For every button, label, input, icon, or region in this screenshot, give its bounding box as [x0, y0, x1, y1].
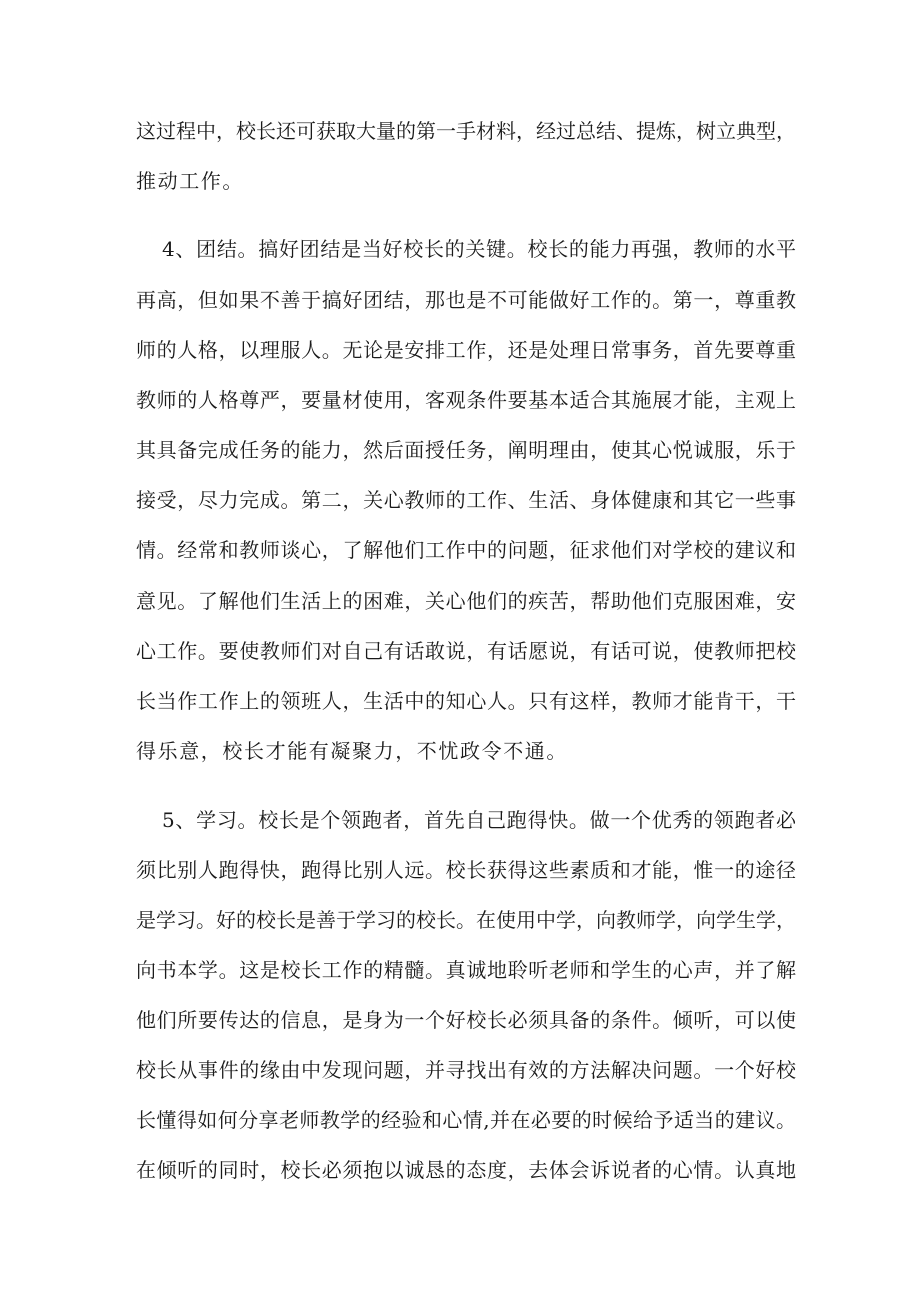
text-line: 5、学习。校长是个领跑者，首先自己跑得快。做一个优秀的领跑者必	[162, 808, 796, 832]
text-line: 在倾听的同时，校长必须抱以诚恳的态度，去体会诉说者的心情。认真地	[136, 1158, 796, 1182]
text-line: 向书本学。这是校长工作的精髓。真诚地聆听老师和学生的心声，并了解	[136, 958, 796, 982]
text-line: 意见。了解他们生活上的困难，关心他们的疾苦，帮助他们克服困难，安	[136, 589, 796, 613]
text-line: 4、团结。搞好团结是当好校长的关键。校长的能力再强，教师的水平	[162, 237, 796, 261]
text-line: 是学习。好的校长是善于学习的校长。在使用中学，向教师学，向学生学，	[136, 908, 796, 932]
text-line: 情。经常和教师谈心，了解他们工作中的问题，征求他们对学校的建议和	[136, 538, 796, 562]
text-line: 接受，尽力完成。第二，关心教师的工作、生活、身体健康和其它一些事	[136, 488, 796, 512]
text-line: 教师的人格尊严，要量材使用，客观条件要基本适合其施展才能，主观上	[136, 388, 796, 412]
text-line: 其具备完成任务的能力，然后面授任务，阐明理由，使其心悦诚服，乐于	[136, 438, 796, 462]
text-line: 校长从事件的缘由中发现问题，并寻找出有效的方法解决问题。一个好校	[136, 1058, 796, 1082]
text-line: 推动工作。	[136, 169, 244, 193]
text-line: 再高，但如果不善于搞好团结，那也是不可能做好工作的。第一，尊重教	[136, 288, 796, 312]
text-line: 他们所要传达的信息，是身为一个好校长必须具备的条件。倾听，可以使	[136, 1008, 796, 1032]
text-line: 心工作。要使教师们对自己有话敢说，有话愿说，有话可说，使教师把校	[136, 639, 796, 663]
text-line: 这过程中，校长还可获取大量的第一手材料，经过总结、提炼，树立典型，	[136, 119, 796, 143]
text-line: 须比别人跑得快，跑得比别人远。校长获得这些素质和才能，惟一的途径	[136, 858, 796, 882]
text-line: 得乐意，校长才能有凝聚力，不忧政令不通。	[136, 739, 568, 763]
text-line: 师的人格，以理服人。无论是安排工作，还是处理日常事务，首先要尊重	[136, 338, 796, 362]
text-line: 长当作工作上的领班人，生活中的知心人。只有这样，教师才能肯干，干	[136, 689, 796, 713]
text-line: 长懂得如何分享老师教学的经验和心情,并在必要的时候给予适当的建议。	[136, 1108, 796, 1132]
